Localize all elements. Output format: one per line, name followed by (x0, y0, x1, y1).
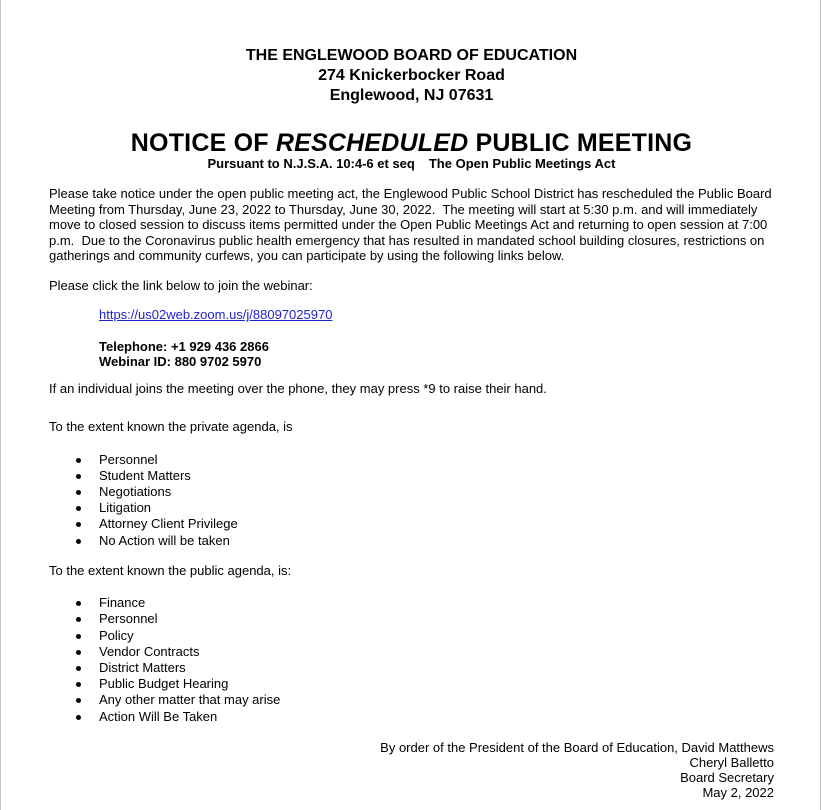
list-item: Public Budget Hearing (49, 676, 774, 692)
subtitle-act-name: The Open Public Meetings Act (428, 156, 616, 171)
notice-subtitle (49, 156, 774, 171)
subtitle-statute: Pursuant to N.J.S.A. 10:4-6 et seq (207, 156, 415, 171)
list-item: Attorney Client Privilege (49, 516, 774, 532)
notice-title-rescheduled: RESCHEDULED (275, 129, 469, 157)
webinar-instruction: Please click the link below to join the webinar: (49, 277, 313, 293)
webinar-id: Webinar ID: 880 9702 5970 (99, 354, 262, 369)
list-item: Negotiations (49, 484, 774, 500)
list-item: Vendor Contracts (49, 644, 774, 660)
signature-block (49, 740, 774, 801)
webinar-link-row (49, 307, 774, 323)
signature-name: Cheryl Balletto (689, 755, 774, 771)
list-item: Personnel (49, 452, 774, 468)
intro-paragraph: Please take notice under the open public meeting act, the Englewood Public School District has rescheduled the Public Board Meeting from Thursday, June 23, 2022 to Thursday, June 30, 2022. The meeting will start at 5:30 p.m. and will immediately move to closed session to discuss items permitted under the Open Public Meetings Act and returning to open session at 7:00 p.m. Due to the Coronavirus public health emergency that has resulted in mandated school building closures, restrictions on gatherings and community curfews, you can participate by using the following links below. (49, 186, 776, 263)
notice-title-block (49, 130, 774, 171)
letterhead-street: 274 Knickerbocker Road (318, 67, 505, 84)
notice-title-prefix: NOTICE OF (130, 129, 276, 157)
letterhead-city: Englewood, NJ 07631 (329, 87, 494, 104)
list-item: Litigation (49, 500, 774, 516)
public-agenda-list (49, 595, 774, 725)
telephone-number: Telephone: +1 929 436 2866 (99, 338, 269, 354)
list-item: No Action will be taken (49, 533, 774, 549)
signature-authority-line: By order of the President of the Board of Education, David Matthews (380, 739, 774, 755)
letterhead (49, 46, 774, 106)
public-agenda-heading: To the extent known the public agenda, is: (49, 562, 292, 578)
dial-in-block (49, 339, 774, 370)
list-item: Student Matters (49, 468, 774, 484)
notice-title (49, 130, 774, 156)
list-item: Finance (49, 595, 774, 611)
signature-role: Board Secretary (680, 770, 774, 786)
signature-date: May 2, 2022 (702, 785, 774, 801)
list-item: Personnel (49, 611, 774, 627)
list-item: District Matters (49, 660, 774, 676)
list-item: Any other matter that may arise (49, 692, 774, 708)
list-item: Action Will Be Taken (49, 709, 774, 725)
private-agenda-heading: To the extent known the private agenda, is (49, 419, 293, 434)
notice-title-suffix: PUBLIC MEETING (468, 129, 693, 157)
list-item: Policy (49, 628, 774, 644)
letterhead-org-name: THE ENGLEWOOD BOARD OF EDUCATION (245, 47, 578, 64)
zoom-webinar-link[interactable]: https://us02web.zoom.us/j/88097025970 (99, 307, 333, 322)
private-agenda-list (49, 452, 774, 549)
raise-hand-note: If an individual joins the meeting over the phone, they may press *9 to raise their hand. (49, 380, 547, 396)
